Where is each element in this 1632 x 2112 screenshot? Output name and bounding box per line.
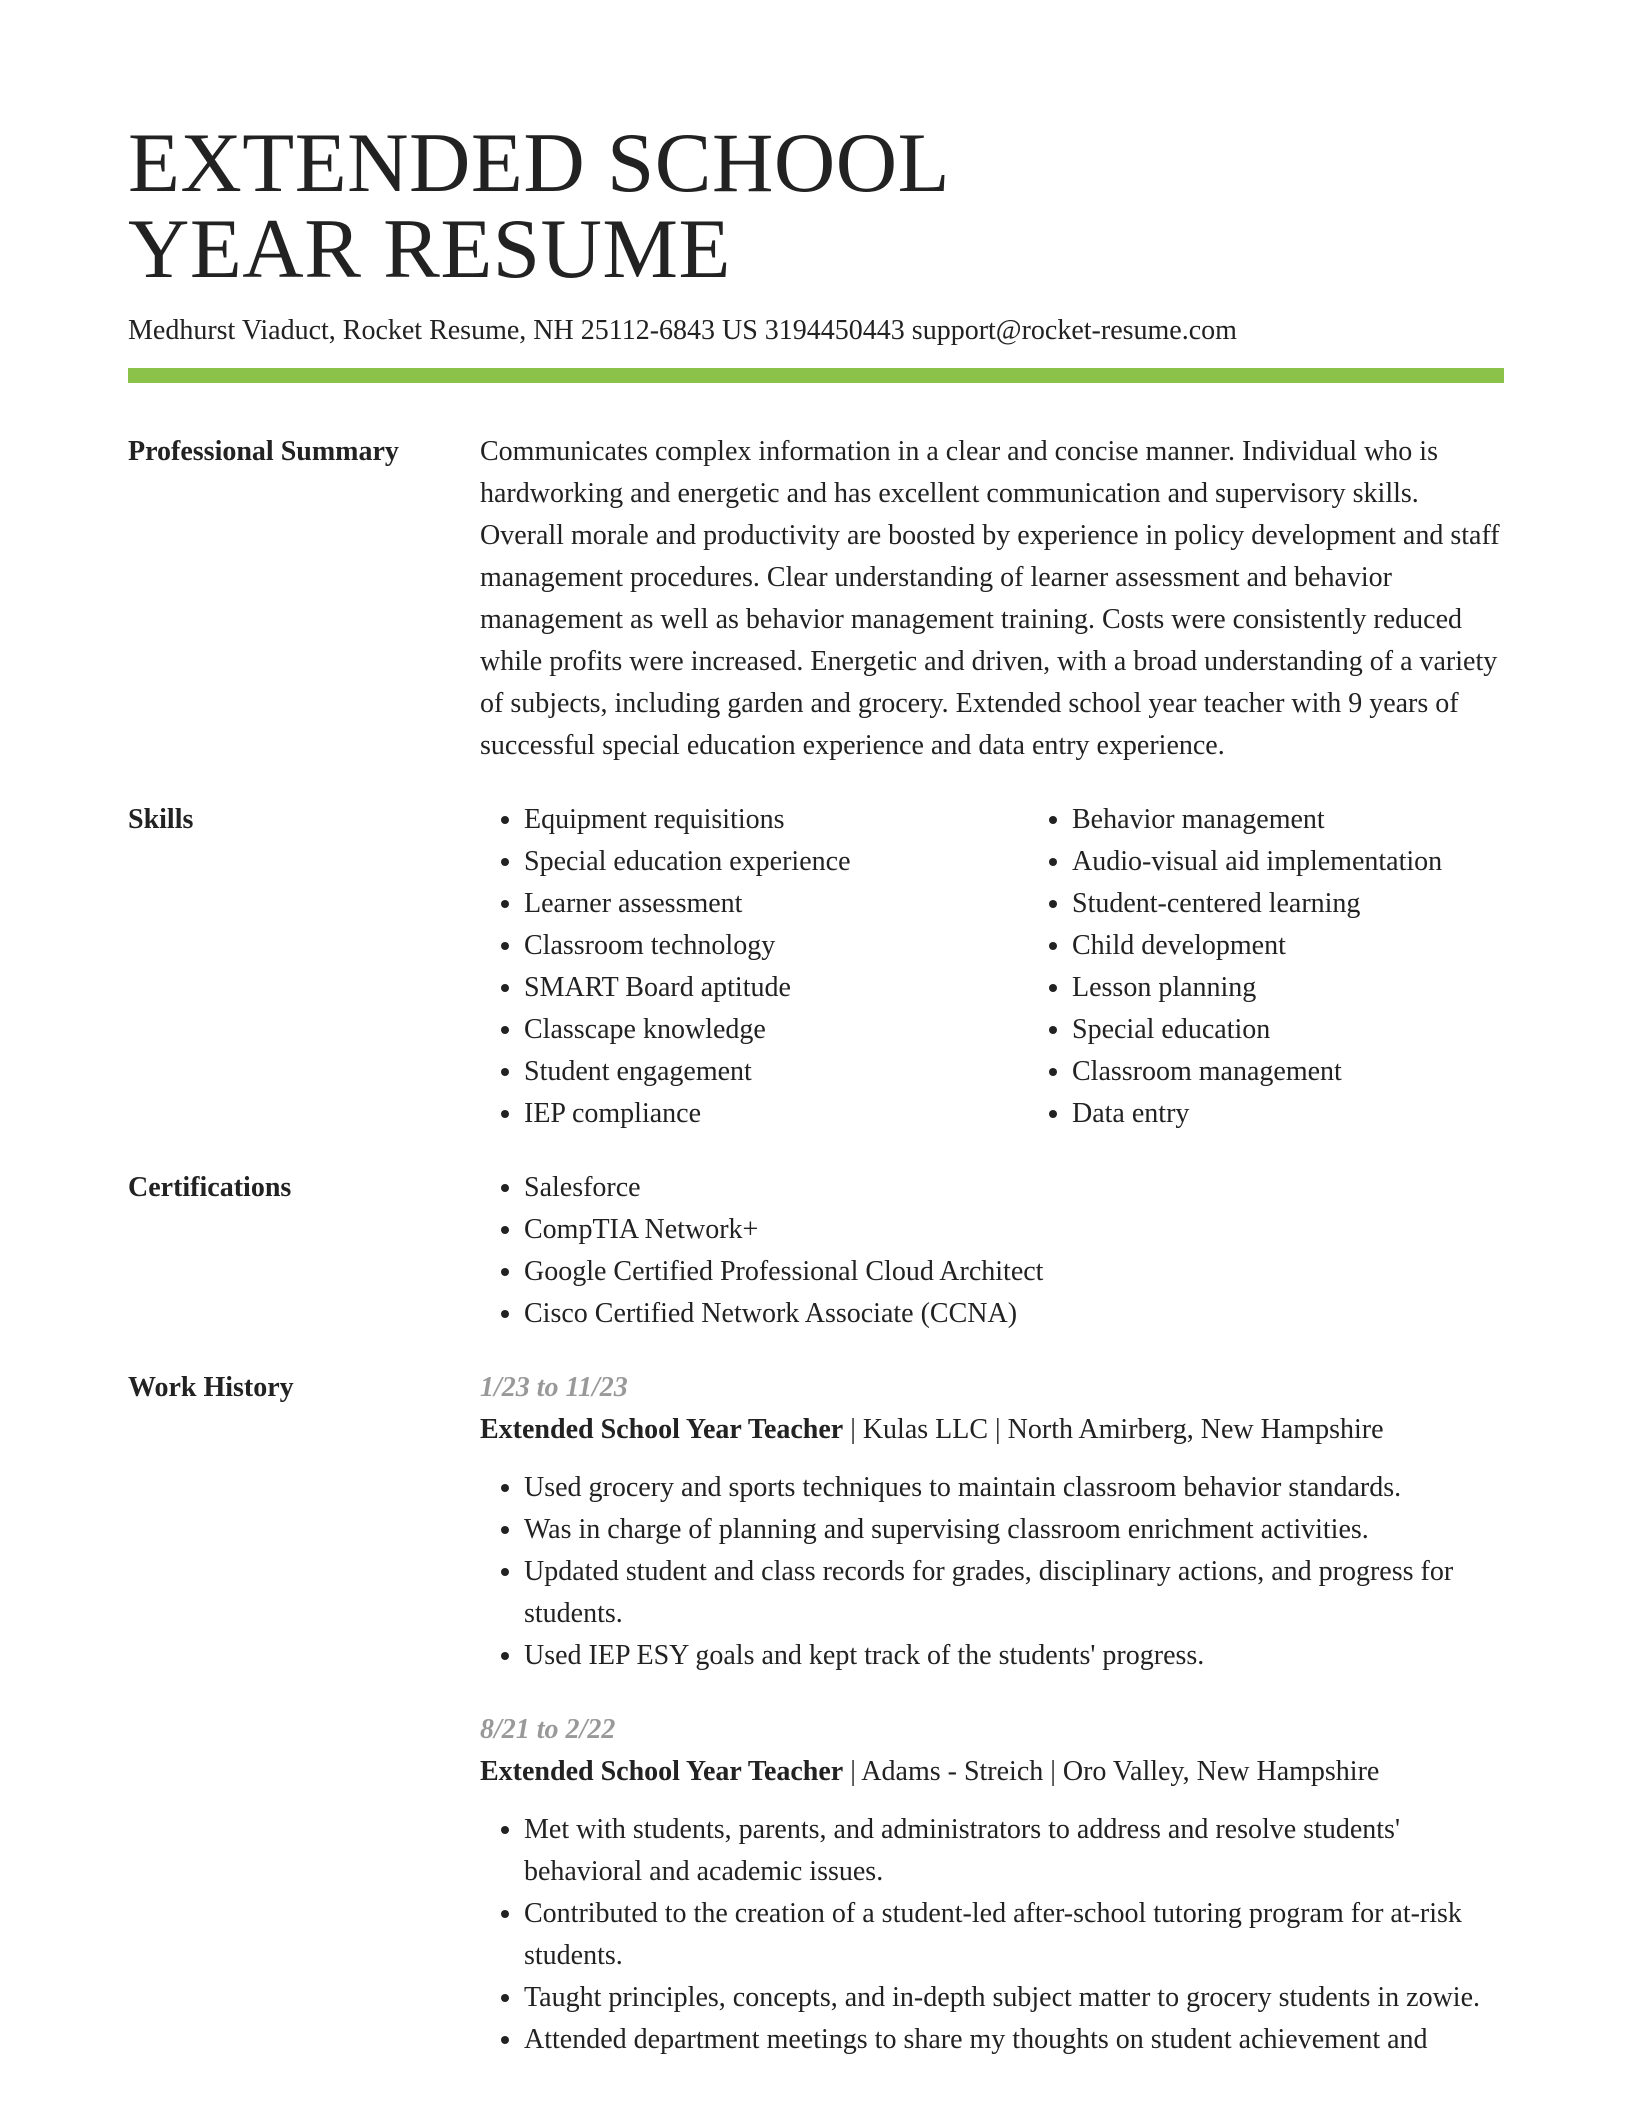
job-employer-location: | Kulas LLC | North Amirberg, New Hampshire xyxy=(843,1414,1384,1445)
job-entry xyxy=(480,1367,1504,1677)
skills-heading: Skills xyxy=(128,804,194,835)
resume-page xyxy=(128,116,1504,2061)
job-bullet: • Was in charge of planning and supervising classroom enrichment activities. xyxy=(524,1509,1504,1551)
job-title: Extended School Year Teacher xyxy=(480,1756,844,1787)
skills-list-right xyxy=(1028,799,1576,1135)
certification-item: • CompTIA Network+ xyxy=(524,1209,1504,1251)
job-employer-location: | Adams - Streich | Oro Valley, New Hampshire xyxy=(843,1756,1380,1787)
skill-item: • Learner assessment xyxy=(524,883,1028,925)
skill-item: • Equipment requisitions xyxy=(524,799,1028,841)
contact-info: Medhurst Viaduct, Rocket Resume, NH 25112-6843 US 3194450443 support@rocket-resume.com xyxy=(128,315,1237,346)
skill-item: • Special education experience xyxy=(524,841,1028,883)
skill-item: • Lesson planning xyxy=(1072,967,1576,1009)
summary-section xyxy=(128,431,1504,767)
skill-item: • SMART Board aptitude xyxy=(524,967,1028,1009)
skill-item: • Data entry xyxy=(1072,1093,1576,1135)
job-title: Extended School Year Teacher xyxy=(480,1414,844,1445)
job-bullet: • Used grocery and sports techniques to maintain classroom behavior standards. xyxy=(524,1467,1504,1509)
summary-text: Communicates complex information in a clear and concise manner. Individual who is hardworking and energetic and has excellent communication and supervisory skills. Overall morale and productivity are boosted by experience in policy development and staff management procedures. Clear understanding of learner assessment and behavior management as well as behavior management training. Costs were consistently reduced while profits were increased. Energetic and driven, with a broad understanding of a variety of subjects, including garden and grocery. Extended school year teacher with 9 years of successful special education experience and data entry experience. xyxy=(480,436,1500,761)
work-history-section xyxy=(128,1367,1504,2061)
certification-item: • Cisco Certified Network Associate (CCNA) xyxy=(524,1293,1504,1335)
skill-item: • Classroom technology xyxy=(524,925,1028,967)
job-bullet: • Used IEP ESY goals and kept track of the students' progress. xyxy=(524,1635,1504,1677)
certifications-heading: Certifications xyxy=(128,1172,292,1203)
job-dates: 1/23 to 11/23 xyxy=(480,1372,628,1403)
title-line-1: EXTENDED SCHOOL xyxy=(128,116,951,210)
certifications-list xyxy=(480,1167,1504,1335)
summary-body xyxy=(480,431,1504,767)
skills-body xyxy=(480,799,1576,1135)
skill-item: • Student engagement xyxy=(524,1051,1028,1093)
certifications-body xyxy=(480,1167,1504,1335)
job-bullet: • Updated student and class records for grades, disciplinary actions, and progress for students. xyxy=(524,1551,1504,1635)
skill-item: • Student-centered learning xyxy=(1072,883,1576,925)
certifications-section xyxy=(128,1167,1504,1335)
job-entry xyxy=(480,1709,1504,2061)
accent-divider xyxy=(128,368,1504,383)
job-bullet: • Met with students, parents, and administrators to address and resolve students' behavioral and academic issues. xyxy=(524,1809,1504,1893)
skill-item: • Audio-visual aid implementation xyxy=(1072,841,1576,883)
resume-title xyxy=(128,116,1504,296)
title-line-2: YEAR RESUME xyxy=(128,202,731,296)
job-bullet: • Attended department meetings to share my thoughts on student achievement and xyxy=(524,2019,1504,2061)
skill-item: • IEP compliance xyxy=(524,1093,1028,1135)
skills-section xyxy=(128,799,1504,1135)
skill-item: • Special education xyxy=(1072,1009,1576,1051)
skill-item: • Child development xyxy=(1072,925,1576,967)
skill-item: • Behavior management xyxy=(1072,799,1576,841)
job-dates: 8/21 to 2/22 xyxy=(480,1714,616,1745)
skill-item: • Classroom management xyxy=(1072,1051,1576,1093)
job-bullets xyxy=(480,1809,1504,2061)
job-heading xyxy=(480,1751,1504,1793)
work-history-body xyxy=(480,1367,1504,2061)
skills-list-left xyxy=(480,799,1028,1135)
skill-item: • Classcape knowledge xyxy=(524,1009,1028,1051)
job-bullets xyxy=(480,1467,1504,1677)
job-bullet: • Taught principles, concepts, and in-depth subject matter to grocery students in zowie. xyxy=(524,1977,1504,2019)
work-history-heading: Work History xyxy=(128,1372,294,1403)
certification-item: • Salesforce xyxy=(524,1167,1504,1209)
summary-heading: Professional Summary xyxy=(128,436,399,467)
job-heading xyxy=(480,1409,1504,1451)
job-bullet: • Contributed to the creation of a student-led after-school tutoring program for at-risk students. xyxy=(524,1893,1504,1977)
certification-item: • Google Certified Professional Cloud Architect xyxy=(524,1251,1504,1293)
